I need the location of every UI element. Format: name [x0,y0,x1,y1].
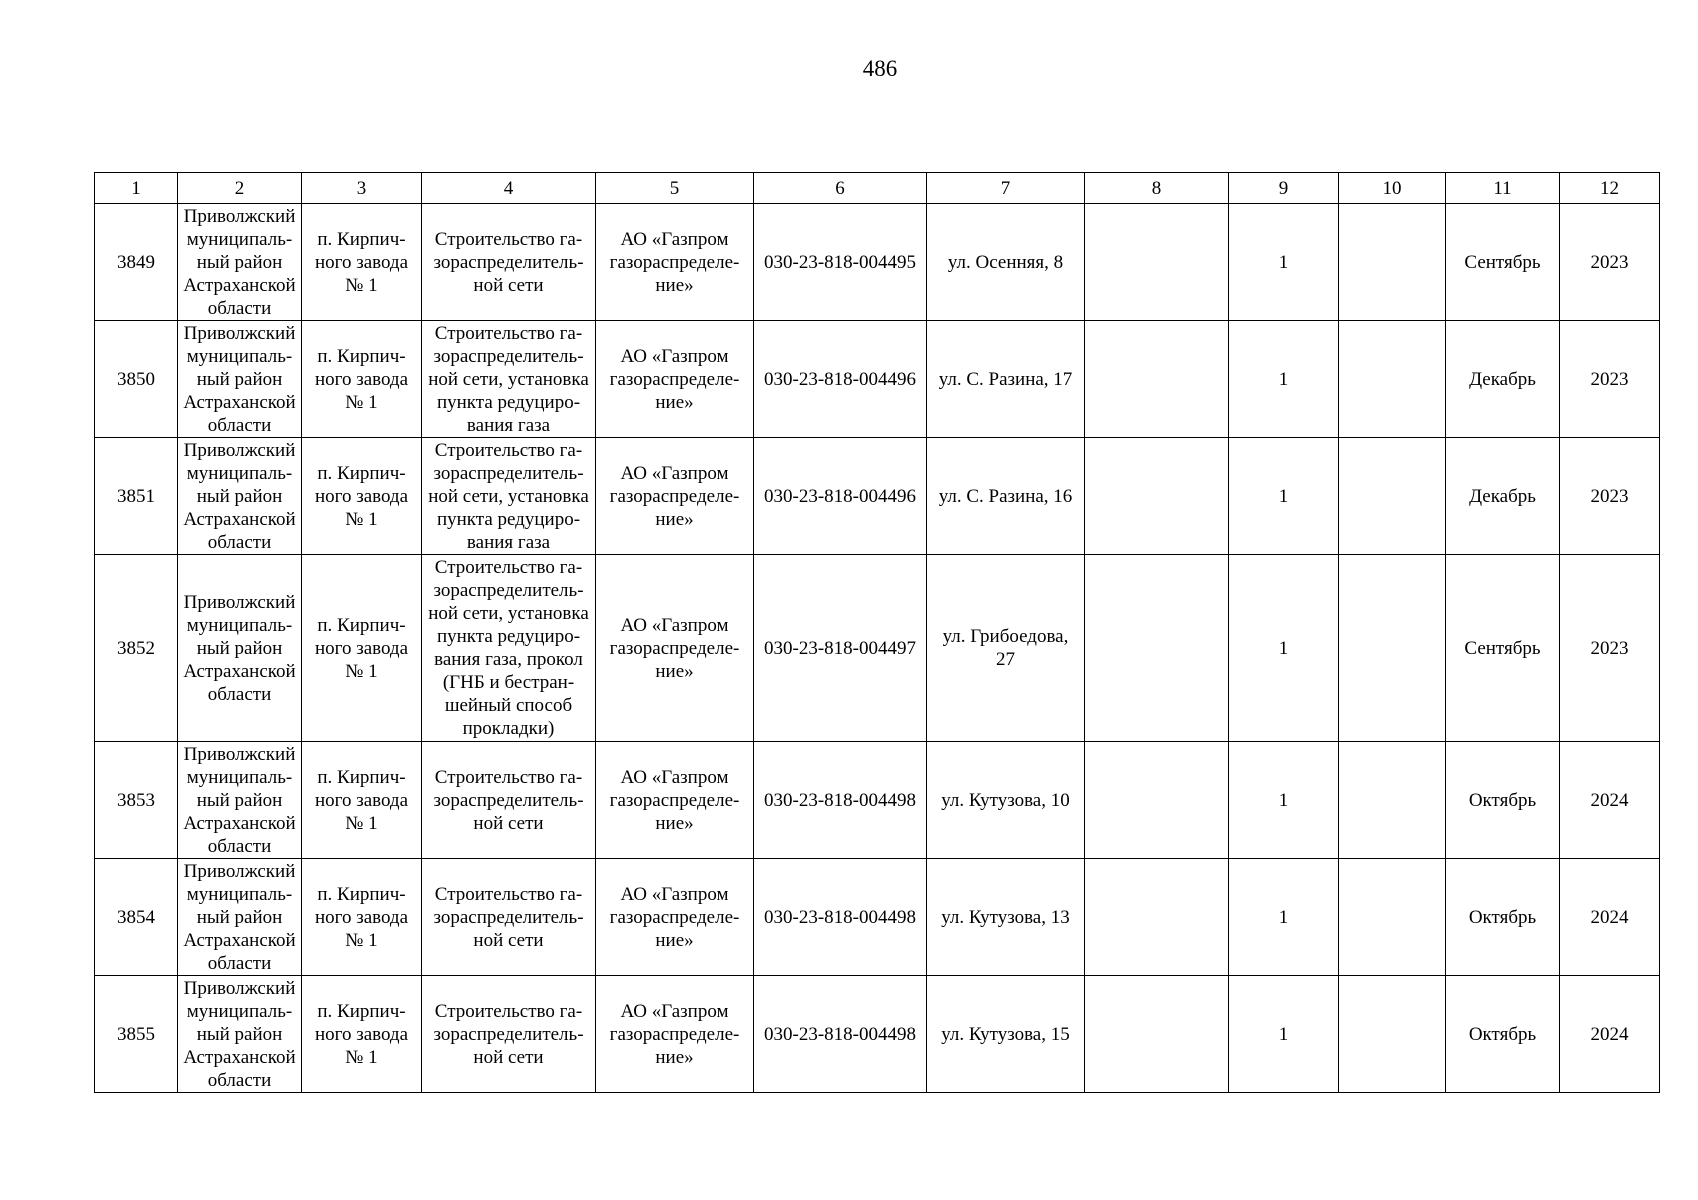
cell-settlement [302,555,422,742]
cell-address [927,321,1085,438]
cell-col-8 [1085,555,1229,742]
cell-text-line: Строительство га- [434,766,583,788]
cell-text-line: ный район [196,368,283,390]
cell-text-line: вания газа [466,414,551,436]
column-header: 8 [1085,173,1229,204]
cell-text-line: п. Кирпич- [317,228,406,250]
cell-text-line: ной сети, установка [428,603,589,624]
cell-text-line: муниципаль- [186,1000,293,1022]
cell-text-line: ние» [655,812,694,834]
cell-settlement [302,321,422,438]
page-number: 486 [862,56,898,81]
table-row [95,976,1660,1093]
cell-text-line: пункта редуциро- [436,508,581,530]
cell-month: Декабрь [1446,321,1560,438]
cell-text-line: п. Кирпич- [317,766,406,788]
cell-text-line: ного завода [314,1023,409,1045]
cell-col-9: 1 [1229,204,1339,321]
cell-text-line: области [207,414,272,436]
cell-text-line: зораспределитель- [433,251,584,273]
cell-organization [596,438,754,555]
cell-text-line: ный район [196,789,283,811]
table-row [95,204,1660,321]
cell-text-line: зораспределитель- [433,1023,584,1045]
cell-district [178,204,302,321]
cell-text-line: ул. С. Разина, 16 [938,485,1073,507]
cell-district [178,555,302,742]
cell-col-8 [1085,438,1229,555]
cell-text-line: АО «Газпром [620,766,729,788]
cell-text-line: п. Кирпич- [317,462,406,484]
cell-text-line: ной сети [473,274,544,296]
column-header: 7 [927,173,1085,204]
cell-text-line: Приволжский [183,322,296,344]
cell-text-line: Приволжский [183,205,296,227]
cell-text-line: Строительство га- [434,228,583,250]
cell-text-line: муниципаль- [186,766,293,788]
cell-text-line: ный район [196,485,283,507]
cell-text-line: Астраханской [183,391,296,413]
cell-organization [596,555,754,742]
column-header: 5 [596,173,754,204]
cell-address [927,438,1085,555]
cell-text-line: Строительство га- [434,322,583,344]
cell-text-line: области [207,1069,272,1091]
cell-text-line: ный район [196,906,283,928]
cell-row-number: 3854 [95,859,178,976]
header-row [95,173,1660,204]
cell-text-line: № 1 [345,660,378,682]
cell-text-line: АО «Газпром [620,462,729,484]
cell-settlement [302,438,422,555]
cell-district [178,438,302,555]
column-header: 4 [422,173,596,204]
cell-object-code: 030-23-818-004496 [754,438,927,555]
cell-text-line: ул. Грибоедова, [942,626,1069,647]
cell-work-description [422,742,596,859]
cell-text-line: ный район [196,251,283,273]
column-header: 9 [1229,173,1339,204]
cell-text-line: области [207,835,272,857]
cell-object-code: 030-23-818-004497 [754,555,927,742]
cell-text-line: Приволжский [183,977,296,999]
registry-table [94,172,1660,1093]
cell-text-line: № 1 [345,1046,378,1068]
cell-text-line: п. Кирпич- [317,345,406,367]
cell-col-8 [1085,976,1229,1093]
cell-text-line: Строительство га- [434,439,583,461]
cell-district [178,859,302,976]
cell-text-line: п. Кирпич- [317,614,406,636]
cell-text-line: Строительство га- [434,1000,583,1022]
cell-text-line: ние» [655,660,694,682]
cell-row-number: 3850 [95,321,178,438]
cell-organization [596,859,754,976]
cell-text-line: газораспределе- [609,789,740,811]
cell-text-line: ул. Осенняя, 8 [947,251,1064,273]
cell-text-line: муниципаль- [186,614,293,636]
cell-col-10 [1339,742,1446,859]
cell-district [178,321,302,438]
cell-text-line: области [207,683,272,705]
cell-text-line: ной сети [473,812,544,834]
cell-text-line: ул. Кутузова, 10 [941,789,1070,811]
cell-col-9: 1 [1229,976,1339,1093]
cell-settlement [302,204,422,321]
cell-text-line: Астраханской [183,929,296,951]
cell-organization [596,976,754,1093]
cell-object-code: 030-23-818-004495 [754,204,927,321]
cell-organization [596,321,754,438]
cell-text-line: газораспределе- [609,485,740,507]
cell-settlement [302,976,422,1093]
cell-text-line: ный район [196,1023,283,1045]
cell-text-line: № 1 [345,508,378,530]
cell-address [927,859,1085,976]
cell-text-line: вания газа [466,531,551,553]
cell-text-line: Приволжский [183,591,296,613]
cell-year: 2023 [1560,555,1660,742]
cell-col-10 [1339,555,1446,742]
cell-text-line: прокладки) [462,718,555,739]
cell-text-line: (ГНБ и бестран- [442,672,575,693]
cell-text-line: Строительство га- [434,883,583,905]
cell-col-8 [1085,321,1229,438]
cell-text-line: области [207,952,272,974]
cell-object-code: 030-23-818-004496 [754,321,927,438]
cell-month: Октябрь [1446,976,1560,1093]
cell-text-line: ние» [655,929,694,951]
cell-text-line: ул. С. Разина, 17 [938,368,1073,390]
cell-text-line: вания газа, прокол [434,649,583,670]
cell-text-line: Приволжский [183,743,296,765]
cell-text-line: пункта редуциро- [436,391,581,413]
cell-text-line: № 1 [345,274,378,296]
cell-work-description [422,555,596,742]
cell-text-line: ние» [655,391,694,413]
cell-col-8 [1085,859,1229,976]
cell-district [178,976,302,1093]
cell-text-line: Астраханской [183,274,296,296]
cell-row-number: 3849 [95,204,178,321]
cell-settlement [302,859,422,976]
cell-year: 2023 [1560,321,1660,438]
cell-work-description [422,204,596,321]
cell-text-line: газораспределе- [609,1023,740,1045]
cell-text-line: ной сети, установка [428,485,589,507]
cell-year: 2023 [1560,438,1660,555]
cell-text-line: газораспределе- [609,251,740,273]
cell-text-line: ный район [196,637,283,659]
cell-text-line: ние» [655,274,694,296]
cell-col-10 [1339,321,1446,438]
cell-col-10 [1339,859,1446,976]
table-row [95,742,1660,859]
cell-text-line: зораспределитель- [433,789,584,811]
cell-object-code: 030-23-818-004498 [754,976,927,1093]
cell-text-line: области [207,297,272,319]
column-header: 11 [1446,173,1560,204]
cell-text-line: АО «Газпром [620,345,729,367]
cell-text-line: № 1 [345,391,378,413]
cell-address [927,742,1085,859]
cell-text-line: Строительство га- [434,557,583,578]
column-header: 6 [754,173,927,204]
cell-work-description [422,859,596,976]
cell-text-line: муниципаль- [186,345,293,367]
cell-col-10 [1339,976,1446,1093]
cell-row-number: 3851 [95,438,178,555]
cell-text-line: газораспределе- [609,906,740,928]
cell-col-9: 1 [1229,321,1339,438]
cell-text-line: ной сети, установка [428,368,589,390]
cell-text-line: № 1 [345,812,378,834]
cell-text-line: зораспределитель- [433,345,584,367]
cell-text-line: Приволжский [183,860,296,882]
cell-settlement [302,742,422,859]
cell-month: Сентябрь [1446,555,1560,742]
cell-address [927,204,1085,321]
cell-text-line: Астраханской [183,1046,296,1068]
cell-text-line: зораспределитель- [433,906,584,928]
cell-work-description [422,976,596,1093]
cell-text-line: Астраханской [183,812,296,834]
cell-col-8 [1085,742,1229,859]
cell-text-line: газораспределе- [609,637,740,659]
cell-year: 2023 [1560,204,1660,321]
cell-year: 2024 [1560,742,1660,859]
cell-row-number: 3853 [95,742,178,859]
cell-text-line: ного завода [314,485,409,507]
cell-text-line: области [207,531,272,553]
cell-col-9: 1 [1229,555,1339,742]
column-header: 2 [178,173,302,204]
table-row [95,438,1660,555]
cell-text-line: п. Кирпич- [317,1000,406,1022]
cell-object-code: 030-23-818-004498 [754,742,927,859]
cell-text-line: ной сети [473,929,544,951]
cell-text-line: зораспределитель- [433,462,584,484]
cell-address [927,976,1085,1093]
cell-text-line: Астраханской [183,660,296,682]
cell-text-line: ного завода [314,368,409,390]
cell-text-line: Приволжский [183,439,296,461]
cell-text-line: ного завода [314,251,409,273]
column-header: 10 [1339,173,1446,204]
cell-text-line: ного завода [314,637,409,659]
cell-text-line: п. Кирпич- [317,883,406,905]
cell-text-line: АО «Газпром [620,614,729,636]
cell-address [927,555,1085,742]
cell-year: 2024 [1560,976,1660,1093]
cell-year: 2024 [1560,859,1660,976]
cell-text-line: муниципаль- [186,883,293,905]
cell-col-9: 1 [1229,742,1339,859]
table-row [95,859,1660,976]
cell-work-description [422,321,596,438]
cell-text-line: ного завода [314,906,409,928]
cell-row-number: 3855 [95,976,178,1093]
table-row [95,321,1660,438]
cell-text-line: муниципаль- [186,462,293,484]
cell-text-line: АО «Газпром [620,1000,729,1022]
cell-text-line: ул. Кутузова, 15 [941,1023,1070,1045]
cell-text-line: пункта редуциро- [436,626,581,647]
cell-month: Октябрь [1446,742,1560,859]
column-header: 12 [1560,173,1660,204]
cell-text-line: газораспределе- [609,368,740,390]
cell-col-9: 1 [1229,438,1339,555]
cell-organization [596,742,754,859]
cell-col-10 [1339,438,1446,555]
cell-text-line: 27 [996,649,1015,670]
cell-text-line: шейный способ [444,695,573,716]
cell-organization [596,204,754,321]
cell-text-line: АО «Газпром [620,228,729,250]
cell-row-number: 3852 [95,555,178,742]
cell-month: Сентябрь [1446,204,1560,321]
cell-object-code: 030-23-818-004498 [754,859,927,976]
column-header: 3 [302,173,422,204]
cell-col-10 [1339,204,1446,321]
column-header: 1 [95,173,178,204]
cell-text-line: муниципаль- [186,228,293,250]
cell-text-line: ул. Кутузова, 13 [941,906,1070,928]
table-body [95,204,1660,1093]
cell-text-line: № 1 [345,929,378,951]
cell-col-8 [1085,204,1229,321]
cell-district [178,742,302,859]
cell-text-line: ного завода [314,789,409,811]
cell-text-line: Астраханской [183,508,296,530]
table-row [95,555,1660,742]
cell-text-line: зораспределитель- [433,580,584,601]
cell-text-line: ние» [655,508,694,530]
cell-month: Октябрь [1446,859,1560,976]
cell-col-9: 1 [1229,859,1339,976]
cell-work-description [422,438,596,555]
cell-month: Декабрь [1446,438,1560,555]
cell-text-line: АО «Газпром [620,883,729,905]
cell-text-line: ной сети [473,1046,544,1068]
cell-text-line: ние» [655,1046,694,1068]
